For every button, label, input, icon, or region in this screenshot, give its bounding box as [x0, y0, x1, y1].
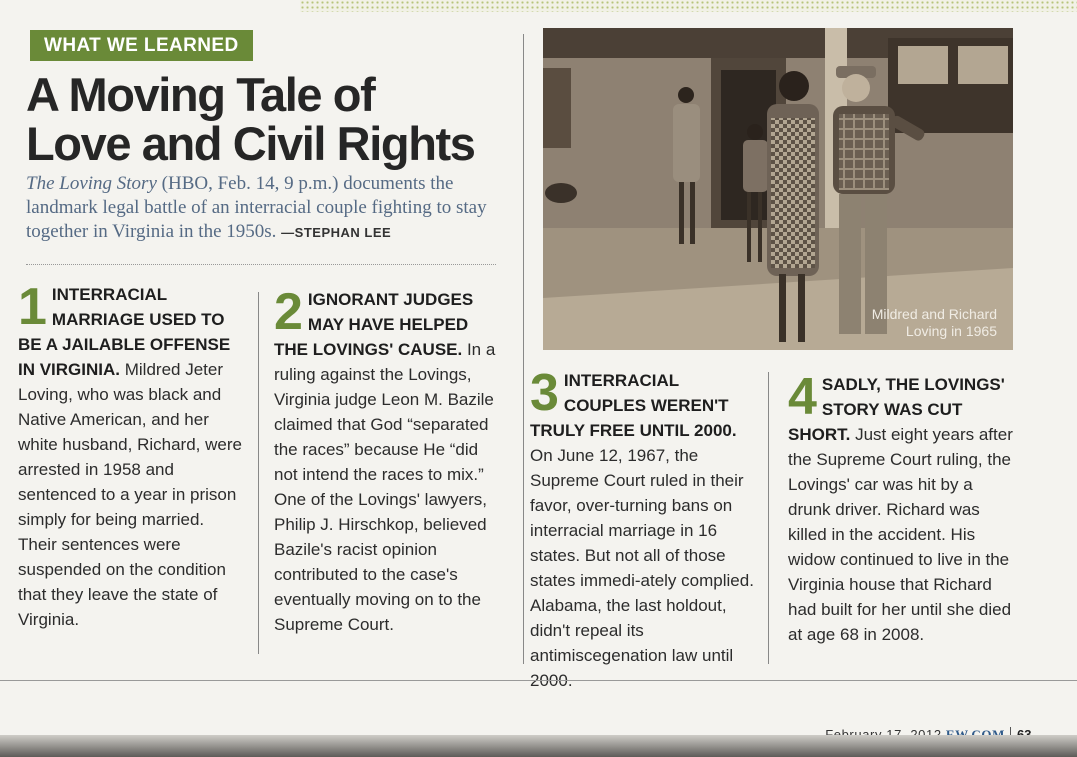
- item-lead: INTERRACIAL MARRIAGE USED TO BE A JAILABLE OFFENSE IN VIRGINIA.: [18, 285, 231, 379]
- photo-caption: Mildred and Richard Loving in 1965: [871, 306, 997, 339]
- item-number: 3: [530, 364, 559, 422]
- item-number: 1: [18, 278, 47, 336]
- column-rule: [258, 292, 259, 654]
- dek-divider: [26, 264, 496, 265]
- learning-item-2: [274, 283, 506, 637]
- item-number: 4: [788, 368, 817, 426]
- item-number: 2: [274, 283, 303, 341]
- show-title: The Loving Story: [26, 173, 157, 194]
- column-rule: [768, 372, 769, 664]
- column-rule: [523, 34, 524, 664]
- headline: [26, 70, 516, 168]
- learning-item-3: [530, 364, 756, 693]
- photo-illustration: [543, 28, 1013, 350]
- photo-lovings: [543, 28, 1013, 350]
- headline-line-1: A Moving Tale of: [26, 68, 375, 121]
- item-lead: INTERRACIAL COUPLES WEREN'T TRULY FREE UNTIL 2000.: [530, 371, 737, 440]
- learning-item-4: [788, 368, 1016, 647]
- page-bottom-edge: [0, 735, 1077, 757]
- dek: [26, 172, 516, 245]
- item-body: In a ruling against the Lovings, Virginia judge Leon M. Bazile claimed that God “separated the races” because He “did not intend the races to mix.” One of the Lovings' lawyers, Philip J. Hirschkop, believed Bazile's racist opinion contributed to the case's eventually moving on to the Supreme Court.: [274, 340, 496, 634]
- item-lead: SADLY, THE LOVINGS' STORY WAS CUT SHORT.: [788, 375, 1005, 444]
- headline-line-2: Love and Civil Rights: [26, 117, 475, 170]
- learning-item-1: [18, 278, 243, 632]
- byline: —STEPHAN LEE: [281, 225, 392, 240]
- section-kicker: WHAT WE LEARNED: [30, 30, 253, 61]
- dek-text: (HBO, Feb. 14, 9 p.m.) documents the landmark legal battle of an interracial couple fighting to stay together in Virginia in the 1950s.: [26, 173, 487, 242]
- footer-rule: [0, 680, 1077, 681]
- item-lead: IGNORANT JUDGES MAY HAVE HELPED THE LOVINGS' CAUSE.: [274, 290, 474, 359]
- item-body: Just eight years after the Supreme Court ruling, the Lovings' car was hit by a drunk driver. Richard was killed in the accident. His widow continued to live in the Virginia house that Richard had built for her until she died at age 68 in 2008.: [788, 425, 1013, 644]
- item-body: On June 12, 1967, the Supreme Court ruled in their favor, over-turning bans on interracial marriage in 16 states. But not all of those states immedi-ately complied. Alabama, the last holdout, didn't repeal its antimiscegenation law until 2000.: [530, 446, 754, 690]
- item-body: Mildred Jeter Loving, who was black and Native American, and her white husband, Richard, were arrested in 1958 and sentenced to a year in prison simply for being married. Their sentences were suspended on the condition that they leave the state of Virginia.: [18, 360, 242, 629]
